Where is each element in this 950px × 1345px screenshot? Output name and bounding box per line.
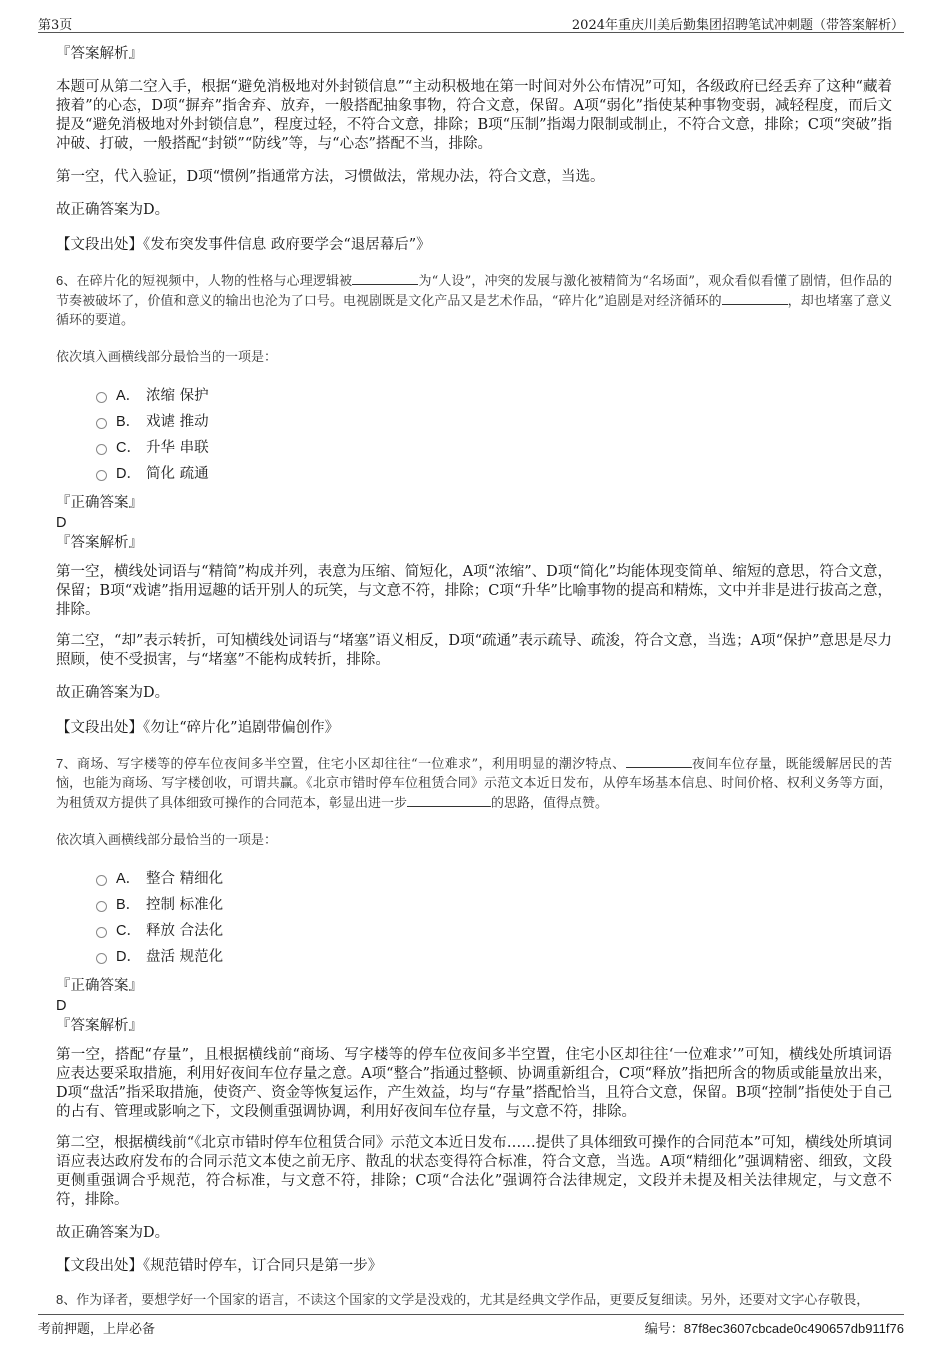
page-header [38, 12, 904, 33]
fill-blank [352, 271, 418, 285]
source-citation: 【文段出处】《发布突发事件信息 政府要学会“退居幕后”》 [56, 237, 431, 253]
radio-button[interactable] [96, 418, 107, 429]
radio-button[interactable] [96, 901, 107, 912]
correct-answer-label: 『正确答案』 [56, 978, 143, 994]
option-d[interactable]: D． 盘活 规范化 [56, 944, 892, 970]
answer-analysis-label: 『答案解析』 [56, 1018, 143, 1034]
fill-blank [407, 793, 491, 807]
question-prompt: 依次填入画横线部分最恰当的一项是： [56, 350, 278, 365]
question-number: 7、 [56, 756, 77, 771]
page-footer [38, 1314, 904, 1335]
radio-button[interactable] [96, 927, 107, 938]
analysis-paragraph: 第二空，根据横线前“《北京市错时停车位租赁合同》示范文本近日发布……提供了具体细致可操作的合同范本”可知，横线处所填词语应表达政府发布的合同示范文本使之前无序、散乱的状态变得符合标准，符合文意，当选。A项“精细化”强调精密、细致，文段更侧重强调合乎规范，符合标准，与文意不符，排除；C项“合法化”强调符合法律规定，文段并未提及相关法律规定，与文意不符，排除。 [56, 1135, 892, 1208]
option-c[interactable]: C． 释放 合法化 [56, 918, 892, 944]
question-7-stem: 7、商场、写字楼等的停车位夜间多半空置，住宅小区却往往“一位难求”，利用明显的潮汐特点、 夜间车位存量，既能缓解居民的苦恼，也能为商场、写字楼创收，可谓共赢。《北京市错时停车位租赁合同》示范文本近日发布，从停车场基本信息、时间价格、权利义务等方面，为租赁双方提供了具体细致可操作的合同范本，彰显出进一步 的思路，值得点赞。 [56, 756, 893, 811]
answer-analysis-label: 『答案解析』 [56, 535, 143, 551]
radio-button[interactable] [96, 470, 107, 481]
correct-answer-label: 『正确答案』 [56, 495, 143, 511]
analysis-paragraph: 本题可从第二空入手，根据“避免消极地对外封锁信息”“主动积极地在第一时间对外公布情况”可知，各级政府已经丢弃了这种“藏着掖着”的心态，D项“摒弃”指舍弃、放弃，一般搭配抽象事物，符合文意，保留。A项“弱化”指使某种事物变弱，减轻程度，而后文提及“避免消极地对外封锁信息”，程度过轻，不符合文意，排除；B项“压制”指竭力限制或制止，不符合文意，排除；C项“突破”指冲破、打破，一般搭配“封锁”“防线”等，与“心态”搭配不当，排除。 [56, 79, 892, 152]
page-number: 第3页 [38, 18, 73, 33]
analysis-paragraph: 故正确答案为D。 [56, 202, 170, 218]
radio-button[interactable] [96, 392, 107, 403]
option-a[interactable]: A． 整合 精细化 [56, 866, 892, 892]
analysis-paragraph: 第一空，搭配“存量”，且根据横线前“商场、写字楼等的停车位夜间多半空置，住宅小区却往往‘一位难求’”可知，横线处所填词语应表达要采取措施，利用好夜间车位存量之意。A项“整合”指通过整顿、协调重新组合，C项“释放”指把所含的物质或能量放出来，D项“盘活”指采取措施，使资产、资金等恢复运作，产生效益，均与“存量”搭配恰当，且符合文意，保留。B项“控制”指使处于自己的占有、管理或影响之下，文段侧重强调协调，利用好夜间车位存量，与文意不符，排除。 [56, 1047, 892, 1120]
correct-answer: D [56, 515, 67, 531]
option-c[interactable]: C． 升华 串联 [56, 435, 892, 461]
answer-analysis-label: 『答案解析』 [56, 46, 143, 62]
question-prompt: 依次填入画横线部分最恰当的一项是： [56, 833, 278, 848]
question-number: 6、 [56, 273, 77, 288]
correct-answer: D [56, 998, 67, 1014]
analysis-paragraph: 第一空，代入验证，D项“惯例”指通常方法，习惯做法，常规办法，符合文意，当选。 [56, 169, 605, 185]
document-title: 2024年重庆川美后勤集团招聘笔试冲刺题（带答案解析） [571, 18, 904, 33]
analysis-paragraph: 第一空，横线处词语与“精简”构成并列，表意为压缩、简短化，A项“浓缩”、D项“简化”均能体现变简单、缩短的意思，符合文意，保留；B项“戏谑”指用逗趣的话开别人的玩笑，与文意不符，排除；C项“升华”比喻事物的提高和精炼，文中并非是进行拔高之意，排除。 [56, 564, 892, 618]
radio-button[interactable] [96, 953, 107, 964]
footer-slogan: 考前押题，上岸必备 [38, 1322, 156, 1337]
option-b[interactable]: B． 控制 标准化 [56, 892, 892, 918]
radio-button[interactable] [96, 444, 107, 455]
page-content [56, 44, 892, 1310]
question-8-stem: 8、作为译者，要想学好一个国家的语言，不读这个国家的文学是没戏的，尤其是经典文学作品，更要反复细读。另外，还要对文字心存敬畏， [56, 1292, 870, 1308]
option-b[interactable]: B． 戏谑 推动 [56, 409, 892, 435]
analysis-paragraph: 第二空，“却”表示转折，可知横线处词语与“堵塞”语义相反，D项“疏通”表示疏导、疏浚，符合文意，当选；A项“保护”意思是尽力照顾，使不受损害，与“堵塞”不能构成转折，排除。 [56, 633, 892, 668]
document-code: 编号：87f8ec3607cbcade0c490657db911f76 [644, 1321, 904, 1337]
analysis-paragraph: 故正确答案为D。 [56, 1225, 170, 1241]
source-citation: 【文段出处】《勿让“碎片化”追剧带偏创作》 [56, 720, 340, 736]
question-number: 8、 [56, 1292, 77, 1307]
option-a[interactable]: A． 浓缩 保护 [56, 383, 892, 409]
question-6-stem: 6、在碎片化的短视频中，人物的性格与心理逻辑被 为“人设”，冲突的发展与激化被精简为“名场面”，观众看似看懂了剧情，但作品的节奏被破坏了，价值和意义的输出也沦为了口号。电视剧既是文化产品又是艺术作品，“碎片化”追剧是对经济循环的 ，却也堵塞了意义循环的要道。 [56, 273, 892, 328]
radio-button[interactable] [96, 875, 107, 886]
analysis-paragraph: 故正确答案为D。 [56, 685, 170, 701]
fill-blank [626, 754, 692, 768]
option-d[interactable]: D． 简化 疏通 [56, 461, 892, 487]
fill-blank [722, 291, 788, 305]
source-citation: 【文段出处】《规范错时停车，订合同只是第一步》 [56, 1258, 383, 1274]
